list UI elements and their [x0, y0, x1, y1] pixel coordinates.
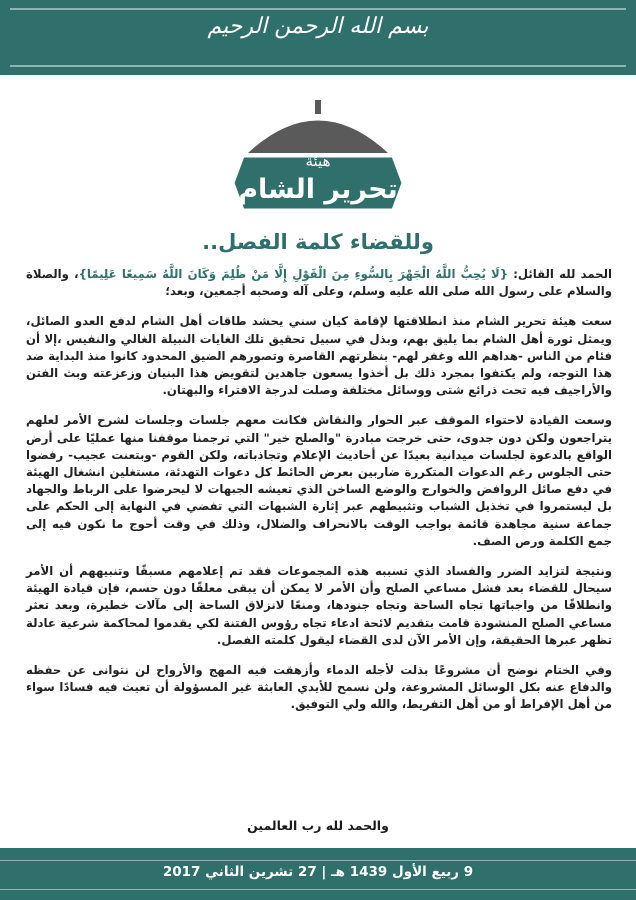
closing-line: والحمد لله رب العالمين — [247, 818, 389, 833]
logo — [218, 98, 418, 220]
paragraph-2: سعت هيئة تحرير الشام منذ انطلاقتها لإقامة كيان سني يحشد طاقات أهل الشام لدفع العدو الصائل، ويمثل ثورة أهل الشام بما يليق بهم، وبذل في سبيل تحقيق تلك الغايات النبيلة الغالي والنفيس ،إلا أن فئام من الناس -هداهم الله وغفر لهم- بنظرتهم القاصرة وتصورهم الضيق المحدود كانوا منذ البداية ضد هذا التوجه، ولم يكتفوا بمجرد ذلك بل أخذوا يسعون جاهدين لتقويض هذا البنيان وزعزعته وبث الفتن والأراجيف فيه تحت ذرائع شتى ووسائل مختلفة وصلت لدرجة الافتراء والبهتان. — [26, 314, 612, 398]
paragraph-1-intro: الحمد لله القائل: — [508, 267, 612, 281]
statement-body — [26, 266, 612, 727]
paragraph-3: وسعت القيادة لاحتواء الموقف عبر الحوار والنقاش فكانت معهم جلسات وجلسات لشرح الأمر لعلهم يتراجعون ولكن دون جدوى، حتى خرجت مبادرة "والصلح خير" التي ترجمنا موقفنا منها عمليًا على أرض الواقع بالدعوة لجلسات ميدانية بعيدًا عن أحاديث الإعلام وتجاذباته، ولكن القوم -وبتعنت عجيب- رفضوا حتى الجلوس رغم الدعوات المتكررة ضاربين بعرض الحائط كل دعوات التهدئة، مستغلين انشغال الهيئة في دفع صائل الروافض والخوارج والوضع الساخن الذي تعيشه الجبهات لا ليحرضوا على الرباط والجهاد بل ليستمروا في تخذيل الشباب وتثبيطهم عبر إثارة الشبهات التي تفضي في النهاية إلى الحكم على جماعة سنية مجاهدة قائمة بواجب الوقت بالانحراف والضلال، وذلك في وقت أحوج ما نكون فيه إلى جمع الكلمة ورص الصف. — [26, 413, 612, 548]
footer-date: 9 ربيع الأول 1439 هـ | 27 تشرين الثاني 2017 — [162, 864, 474, 880]
paragraph-1-rest: ، والصلاة والسلام على رسول الله صلى الله عليه وسلم، وعلى آله وصحبه أجمعين، وبعد؛ — [26, 267, 612, 299]
logo-spire — [315, 100, 321, 114]
paragraph-1 — [26, 266, 612, 300]
logo-subtitle: هيئة — [305, 152, 331, 170]
logo-name: تحرير الشام — [238, 174, 398, 205]
quran-verse: {لَا يُحِبُّ اللَّهُ الْجَهْرَ بِالسُّوءِ مِنَ الْقَوْلِ إِلَّا مَنْ ظُلِمَ وَكَانَ اللَّهُ سَمِيعًا عَلِيمًا} — [78, 267, 509, 281]
header-band — [0, 0, 636, 75]
basmala-calligraphy: بسم الله الرحمن الرحيم — [207, 14, 429, 39]
statement-title: وللقضاء كلمة الفصل.. — [202, 230, 434, 254]
paragraph-5: وفي الختام نوضح أن مشروعًا بذلت لأجله الدماء وأزهقت فيه المهج والأرواح لن نتوانى عن حفظه والدفاع عنه بكل الوسائل المشروعة، ولن نسمح للأيدي العابثة غير المسؤولة أن تعيث فيه فسادًا سواء من أهل الإفراط أو من أهل التفريط، والله ولي التوفيق. — [26, 663, 612, 712]
paragraph-4: ونتيجة لتزايد الضرر والفساد الذي تسببه هذه المجموعات فقد تم إعلامهم مسبقًا وتنبيههم أن الأمر سيحال للقضاء بعد فشل مساعي الصلح وأن الأمر لا يمكن أن يبقى معلقًا دون حسم، فإن قيادة الهيئة وانطلاقًا من واجباتها تجاه الساحة وتجاه جنودها، ومنعًا لانزلاق الساحة إلى مآلات خطيرة، وبعد تعثر مساعي الصلح المنشودة قامت بتقديم لائحة ادعاء تجاه رؤوس الفتنة لكي يقدموا لمحاكمة شرعية عادلة تظهر عبرها الحقيقة، وإن الأمر الآن لدى القضاء ليقول كلمته الفصل. — [26, 564, 612, 647]
logo-dome — [248, 121, 388, 154]
footer-band — [0, 848, 636, 900]
